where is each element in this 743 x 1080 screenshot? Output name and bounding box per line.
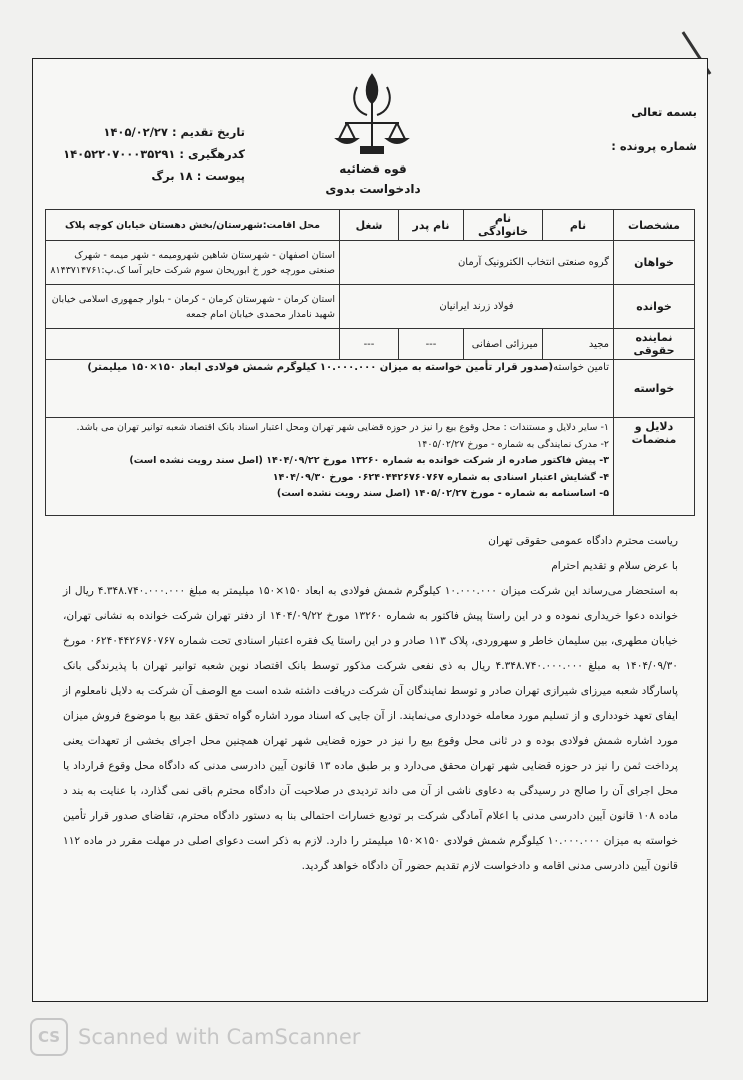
- submit-date: تاریخ تقدیم : ۱۴۰۵/۰۲/۲۷: [103, 125, 245, 139]
- salutation-court: ریاست محترم دادگاه عمومی حقوقی تهران: [488, 535, 678, 547]
- case-number-label: شماره پرونده :: [611, 139, 697, 153]
- table-header-row: [46, 210, 695, 241]
- claim-text: (صدور قرار تأمین خواسته به میزان ۱۰.۰۰۰.۰۰۰ کیلوگرم شمش فولادی ابعاد ۱۵۰×۱۵۰ میلیمتر): [87, 362, 554, 373]
- camscanner-text: Scanned with CamScanner: [78, 1025, 361, 1049]
- representative-job: ---: [340, 329, 399, 360]
- col-header-address: محل اقامت:شهرستان/بخش دهستان خیابان کوچه پلاک: [46, 210, 340, 241]
- camscanner-watermark: [30, 1018, 360, 1056]
- judiciary-emblem-icon: [327, 67, 417, 167]
- evidence-item: ۵- اساسنامه به شماره - مورخ ۱۴۰۵/۰۲/۲۷ (اصل سند رویت نشده است): [276, 488, 609, 499]
- claim-row: [46, 360, 695, 418]
- petition-page: [32, 58, 708, 1002]
- bismillah: بسمه تعالی: [631, 105, 697, 119]
- evidence-item: ۴- گشایش اعتبار اسنادی به شماره ۰۶۲۴۰۴۴۲۶۷۶۰۷۶۷ مورخ ۱۴۰۴/۰۹/۳۰: [272, 471, 609, 483]
- header-right: [611, 95, 697, 163]
- plaintiff-label: خواهان: [614, 241, 695, 285]
- attachment-count: پیوست : ۱۸ برگ: [151, 169, 245, 183]
- representative-label: نماینده حقوقی: [614, 329, 695, 360]
- evidence-item: ۱- سایر دلایل و مستندات : محل وقوع بیع را نیز در حوزه قضایی شهر تهران ومحل اعتبار اسناد بانک اقتصاد شعبه توانیر تهران می باشد.: [76, 422, 609, 433]
- evidence-list: [46, 418, 614, 516]
- plaintiff-name: گروه صنعتی انتخاب الکترونیک آرمان: [340, 241, 614, 285]
- representative-address: [46, 329, 340, 360]
- claim-label: خواسته: [614, 360, 695, 418]
- representative-father: ---: [399, 329, 464, 360]
- petition-paragraph: به استحضار می‌رساند این شرکت میزان ۱۰.۰۰۰.۰۰۰ کیلوگرم شمش فولادی به ابعاد ۱۵۰×۱۵۰ میلیمتر به مبلغ ۴.۳۴۸.۷۴۰.۰۰۰.۰۰۰ ریال از خوانده دعوا خریداری نموده و در این راستا پیش فاکتور به شماره ۱۳۲۶۰ مورخ ۱۴۰۴/۰۹/۲۲ از دفتر تهران شرکت خوانده به نشانی تهران، خیابان مطهری، بین سلیمان خاطر و سهروردی، پلاک ۱۱۳ صادر و در این راستا یک فقره اعتبار اسنادی تحت شماره ۰۶۲۴۰۴۴۲۶۷۶۰۷۶۷ مورخ ۱۴۰۴/۰۹/۳۰ به مبلغ ۴.۳۴۸.۷۴۰.۰۰۰.۰۰۰ ریال به ذی نفعی شرکت مذکور توسط بانک اقتصاد نوین شعبه توانیر تهران با پذیرندگی بانک پاسارگاد شعبه میرزای شیرازی تهران صادر و توسط نمایندگان آن شرکت دریافت داشته شده است مع الوصف آن شرکت به دلایل نامعلوم از ایفای تعهد خودداری و از تسلیم مورد معامله خودداری می‌نمایند. از آن جایی که اسناد مورد اشاره گواه تحقق عقد بیع با موضوع فروش میزان مورد اشاره شمش فولادی بوده و در ثانی محل وقوع بیع را نیز در حوزه قضایی شهر تهران همچنین محل اجرای بخشی از تعهدات یعنی پرداخت ثمن را نیز در حوزه قضایی شهر تهران محقق می‌دارد و بر طبق ماده ۱۳ قانون آیین دادرسی مدنی که دادگاه محل وقوع قرارداد یا محل اجرای آن را صالح در رسیدگی به دعاوی ناشی از آن می داند تردیدی در صلاحیت آن دادگاه محترم باقی نمی گذارد، با عنایت به بند د ماده ۱۰۸ قانون آیین دادرسی مدنی با اعلام آمادگی شرکت بر تودیع خسارات احتمالی بنا به دستور دادگاه محترم، تقاضای صدور قرار تأمین خواسته به میزان ۱۰.۰۰۰.۰۰۰ کیلوگرم شمش فولادی ۱۵۰×۱۵۰ میلیمتر را دارد. لازم به ذکر است دعوای اصلی در مهلت مقرر در ماده ۱۱۲ قانون آیین دادرسی مدنی اقامه و دادخواست لازم تقدیم حضور آن دادگاه خواهد گردید.: [63, 585, 679, 872]
- evidence-item: ۳- پیش فاکتور صادره از شرکت خوانده به شماره ۱۳۲۶۰ مورخ ۱۴۰۴/۰۹/۲۲ (اصل سند رویت نشده است): [129, 455, 609, 466]
- defendant-address: استان کرمان - شهرستان کرمان - کرمان - بلوار جمهوری اسلامی خیابان شهید نامدار محمدی خیابان امام جمعه: [46, 285, 340, 329]
- col-header-father: نام پدر: [399, 210, 464, 241]
- claim-prefix: تامین خواسته: [553, 362, 609, 373]
- col-header-specs: مشخصات: [614, 210, 695, 241]
- title-block: [283, 159, 463, 199]
- tracking-code: کدرهگیری : ۱۴۰۵۲۲۰۷۰۰۰۳۵۲۹۱: [63, 147, 245, 161]
- col-header-name: نام: [543, 210, 614, 241]
- header-left: [55, 121, 245, 187]
- petition-body: [63, 529, 678, 879]
- defendant-row: [46, 285, 695, 329]
- representative-first-name: مجید: [543, 329, 614, 360]
- col-header-job: شغل: [340, 210, 399, 241]
- plaintiff-address: استان اصفهان - شهرستان شاهین شهرومیمه - شهر میمه - شهرک صنعتی مورچه خور خ ابوریحان سوم شرکت حایر آسا ک.پ:۸۱۴۳۷۱۴۷۶۱: [46, 241, 340, 285]
- camscanner-logo-icon: CS: [30, 1018, 68, 1056]
- claim-cell: [46, 360, 614, 418]
- defendant-name: فولاد زرند ایرانیان: [340, 285, 614, 329]
- evidence-row: [46, 418, 695, 516]
- representative-last-name: میرزائی اصفانی: [464, 329, 543, 360]
- document-title: دادخواست بدوی: [325, 182, 421, 196]
- org-name: قوه قضائیه: [339, 162, 407, 176]
- evidence-item: ۲- مدرک نمایندگی به شماره - مورخ ۱۴۰۵/۰۲/۲۷: [417, 438, 609, 450]
- salutation-greeting: با عرض سلام و تقدیم احترام: [551, 560, 678, 572]
- representative-row: [46, 329, 695, 360]
- parties-table: [45, 209, 695, 516]
- col-header-lastname: نام خانوادگی: [464, 210, 543, 241]
- evidence-label: دلایل و منضمات: [614, 418, 695, 516]
- plaintiff-row: [46, 241, 695, 285]
- defendant-label: خوانده: [614, 285, 695, 329]
